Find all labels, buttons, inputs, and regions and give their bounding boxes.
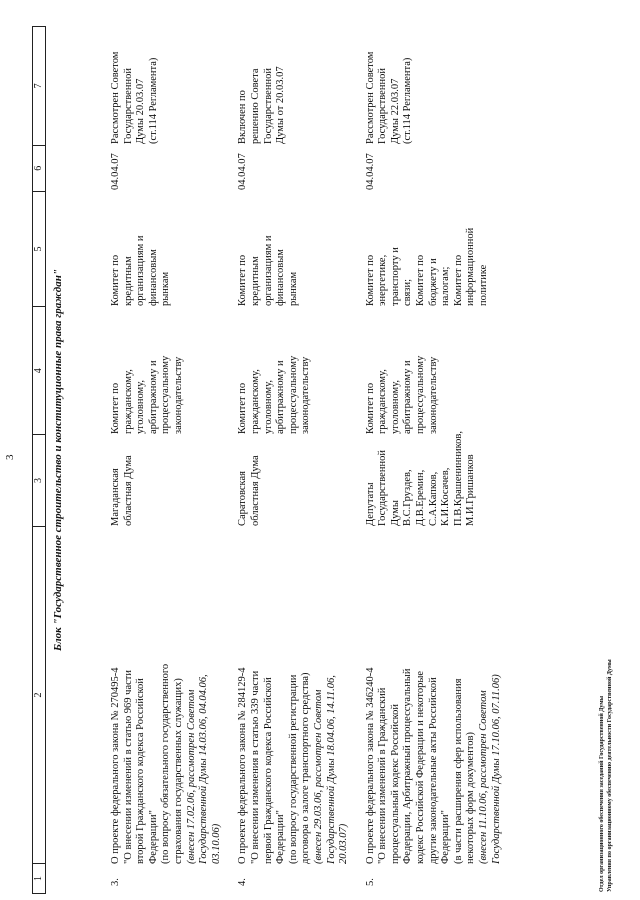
row-number: 3. <box>110 878 121 886</box>
bill-title: О проекте федерального закона № 346240-4 "О внесении изменений в Гражданский процессуальный кодекс Российской Федерации, Арбитражный процессуальный кодекс Российской Федерации и некоторые другие законодательные акты Российской Федерации" (в части расширения сфер использования некоторых форм документов) <box>364 667 477 864</box>
column-header-row <box>32 26 46 894</box>
column-header: 7 <box>33 83 44 89</box>
block-title: Блок "Государственное строительство и конституционные права граждан" <box>52 269 64 651</box>
footer <box>598 192 614 892</box>
bill-description <box>110 526 223 864</box>
row-number: 5. <box>364 878 376 886</box>
table-row <box>237 26 350 894</box>
row-number: 4. <box>237 878 249 886</box>
column-header: 1 <box>33 863 45 893</box>
co-committee: Комитет по кредитным организациям и финансовым рынкам <box>237 235 299 306</box>
responsible-committee: Комитет по гражданскому, уголовному, арбитражному и процессуальному законодательству <box>364 355 439 434</box>
bill-table <box>110 26 517 894</box>
bill-title: О проекте федерального закона № 270495-4 "О внесении изменений в статью 969 части второй Гражданского кодекса Российской Федерации" (по вопросу обязательного государственного страхования государственных служащих) <box>110 663 184 864</box>
page-number: 3 <box>4 454 16 460</box>
initiator: Магаданская областная Дума <box>110 455 134 526</box>
column-header: 6 <box>33 145 45 191</box>
status-note: Включен по решению Совета Государственной Думы от 20.03.07 <box>237 66 287 144</box>
bill-note: (внесен 17.02.06, рассмотрен Советом Государственной Думы 14.03.06, 04.04.06, 03.10.06) <box>185 674 222 864</box>
status-note: Рассмотрен Советом Государственной Думы 22.03.07 (ст.114 Регламента) <box>364 51 414 144</box>
table-row <box>110 26 223 894</box>
column-header: 4 <box>33 306 45 434</box>
bill-description <box>365 526 504 864</box>
column-header: 2 <box>33 526 45 863</box>
status-note: Рассмотрен Советом Государственной Думы 20.03.07 (ст.114 Регламента) <box>110 51 159 144</box>
bill-note: (внесен 29.03.06, рассмотрен Советом Государственной Думы 18.04.06, 14.11.06, 20.03.07) <box>312 675 350 864</box>
footer-line: Управления по организационному обеспечению деятельности Государственной Думы <box>607 659 613 892</box>
bill-description <box>237 526 350 864</box>
date: 04.04.07 <box>110 153 121 190</box>
date: 04.04.07 <box>237 153 249 190</box>
column-header: 3 <box>33 434 45 526</box>
responsible-committee: Комитет по гражданскому, уголовному, арбитражному и процессуальному законодательству <box>110 355 184 434</box>
column-header: 5 <box>33 191 45 307</box>
co-committee: Комитет по энергетике, транспорту и связи; Комитет по бюджету и налогам; Комитет по информационной политике <box>364 227 490 306</box>
initiator: Депутаты Государственной Думы В.С.Груздев, Д.В.Еремин, С.А.Капков, К.И.Косачев, П.В.Крашенинников, М.И.Гришанков <box>364 431 477 526</box>
responsible-committee: Комитет по гражданскому, уголовному, арбитражному и процессуальному законодательству <box>237 355 312 434</box>
bill-title: О проекте федерального закона № 284129-4 "О внесении изменения в статью 339 части первой Гражданского кодекса Российской Федерации" (по вопросу государственной регистрации договора о залоге транспортного средства) <box>237 667 312 864</box>
date: 04.04.07 <box>364 153 376 190</box>
table-row <box>365 26 504 894</box>
co-committee: Комитет по кредитным организациям и финансовым рынкам <box>110 235 172 306</box>
bill-note: (внесен 11.10.06, рассмотрен Советом Государственной Думы 17.10.06, 07.11.06) <box>478 674 502 864</box>
footer-line: Отдел организационного обеспечения заседаний Государственной Думы <box>599 695 605 892</box>
initiator: Саратовская областная Дума <box>237 455 261 526</box>
